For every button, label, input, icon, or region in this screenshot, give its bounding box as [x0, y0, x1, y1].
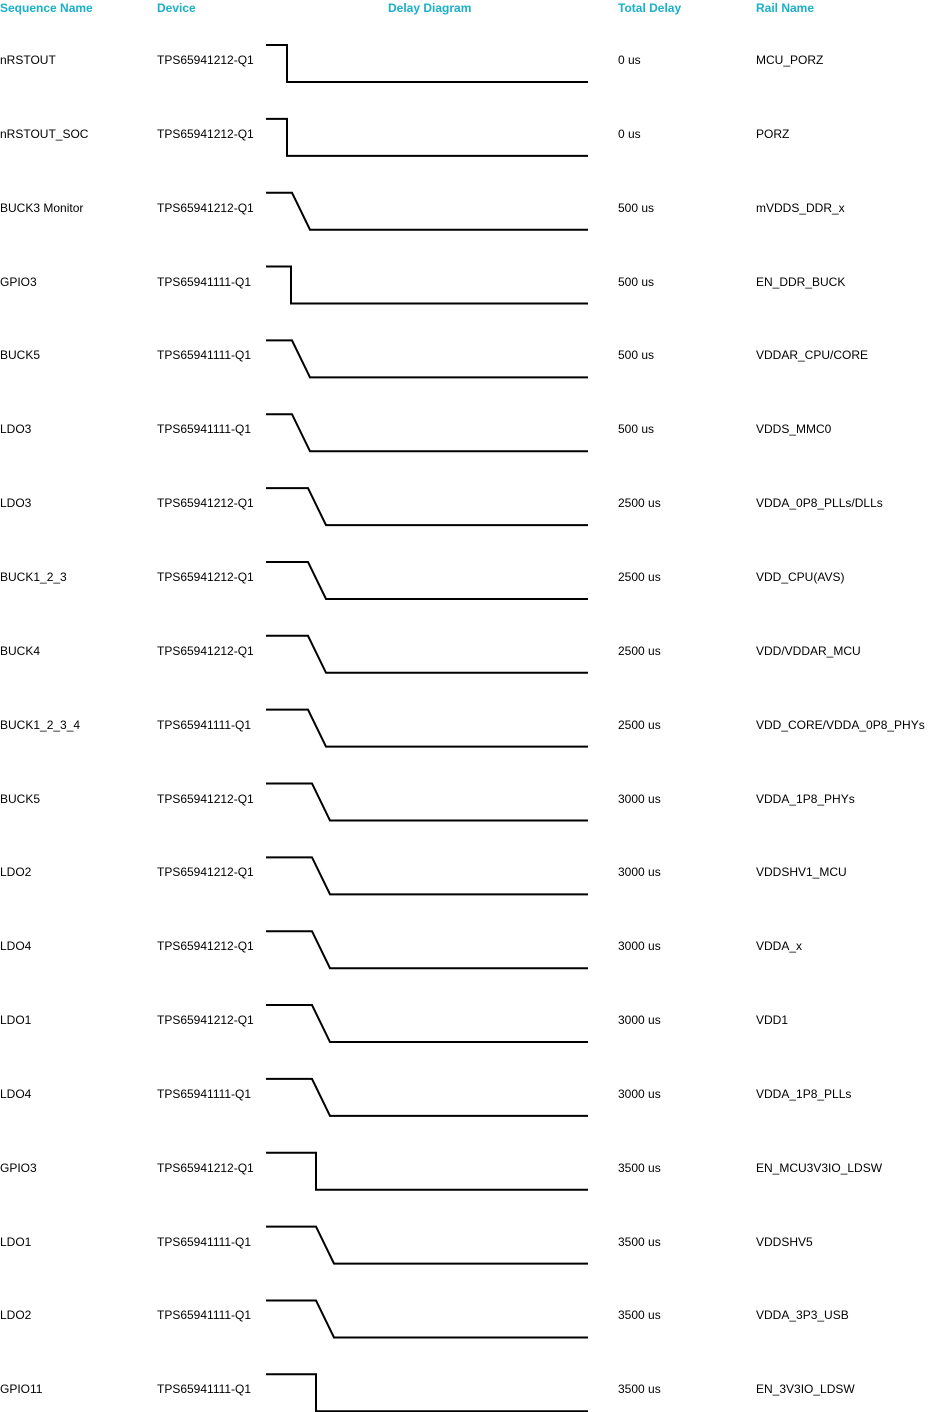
waveform-4 — [266, 340, 588, 377]
device-cell: TPS65941212-Q1 — [157, 791, 254, 806]
device-cell: TPS65941111-Q1 — [157, 1234, 252, 1249]
waveform-14 — [266, 1079, 588, 1116]
waveform-10 — [266, 784, 588, 821]
header-rail-name: Rail Name — [756, 1, 815, 15]
sequence-name-cell: LDO1 — [0, 1013, 32, 1028]
sequence-name-cell: BUCK4 — [0, 643, 41, 658]
waveform-16 — [266, 1227, 588, 1264]
device-cell: TPS65941111-Q1 — [157, 1086, 252, 1101]
sequence-name-cell: BUCK1_2_3 — [0, 569, 67, 584]
total-delay-cell: 3500 us — [618, 1308, 661, 1323]
device-cell: TPS65941212-Q1 — [157, 53, 254, 67]
sequence-name-cell: GPIO3 — [0, 274, 37, 289]
rail-name-cell: VDDA_x — [756, 939, 803, 954]
total-delay-cell: 3000 us — [618, 865, 661, 880]
total-delay-cell: 2500 us — [618, 569, 661, 584]
sequence-name-cell: LDO4 — [0, 939, 32, 954]
rail-name-cell: VDDS_MMC0 — [756, 422, 832, 437]
rail-name-cell: VDDSHV5 — [756, 1234, 813, 1249]
waveform-8 — [266, 636, 588, 673]
total-delay-cell: 3500 us — [618, 1382, 661, 1397]
total-delay-cell: 3000 us — [618, 1086, 661, 1101]
waveform-18 — [266, 1374, 588, 1411]
device-cell: TPS65941111-Q1 — [157, 717, 252, 732]
waveform-15 — [266, 1153, 588, 1190]
sequence-name-cell: LDO2 — [0, 865, 32, 880]
rail-name-cell: VDDA_3P3_USB — [756, 1308, 849, 1323]
header-delay-diagram: Delay Diagram — [388, 1, 472, 15]
total-delay-cell: 500 us — [618, 348, 655, 363]
waveform-17 — [266, 1300, 588, 1337]
device-cell: TPS65941212-Q1 — [157, 200, 254, 215]
device-cell: TPS65941111-Q1 — [157, 348, 252, 363]
rail-name-cell: MCU_PORZ — [756, 53, 824, 67]
sequence-name-cell: LDO3 — [0, 496, 32, 511]
waveform-0 — [266, 45, 588, 82]
total-delay-cell: 500 us — [618, 200, 655, 215]
sequence-name-cell: LDO2 — [0, 1308, 32, 1323]
sequence-name-cell: BUCK3 Monitor — [0, 200, 84, 215]
waveform-3 — [266, 267, 588, 304]
device-cell: TPS65941111-Q1 — [157, 422, 252, 437]
sequence-name-cell: BUCK5 — [0, 791, 41, 806]
waveform-6 — [266, 488, 588, 525]
total-delay-cell: 500 us — [618, 422, 655, 437]
rail-name-cell: VDDSHV1_MCU — [756, 865, 847, 880]
total-delay-cell: 2500 us — [618, 717, 661, 732]
total-delay-cell: 3500 us — [618, 1234, 661, 1249]
device-cell: TPS65941111-Q1 — [157, 1382, 252, 1397]
sequence-name-cell: nRSTOUT_SOC — [0, 126, 89, 141]
sequence-name-cell: BUCK1_2_3_4 — [0, 717, 81, 732]
rail-name-cell: EN_MCU3V3IO_LDSW — [756, 1160, 883, 1175]
device-cell: TPS65941212-Q1 — [157, 1160, 254, 1175]
rail-name-cell: VDD1 — [756, 1013, 789, 1028]
waveform-2 — [266, 193, 588, 230]
sequence-name-cell: LDO3 — [0, 422, 32, 437]
waveform-7 — [266, 562, 588, 599]
total-delay-cell: 3500 us — [618, 1160, 661, 1175]
waveform-9 — [266, 710, 588, 747]
rail-name-cell: VDDA_1P8_PLLs — [756, 1086, 852, 1101]
sequence-name-cell: BUCK5 — [0, 348, 41, 363]
device-cell: TPS65941212-Q1 — [157, 126, 254, 141]
total-delay-cell: 0 us — [618, 126, 641, 141]
device-cell: TPS65941111-Q1 — [157, 274, 252, 289]
device-cell: TPS65941212-Q1 — [157, 569, 254, 584]
sequence-name-cell: nRSTOUT — [0, 53, 56, 67]
rail-name-cell: EN_3V3IO_LDSW — [756, 1382, 855, 1397]
sequence-name-cell: LDO1 — [0, 1234, 32, 1249]
waveform-12 — [266, 931, 588, 968]
waveform-5 — [266, 414, 588, 451]
total-delay-cell: 0 us — [618, 53, 641, 67]
rail-name-cell: VDDAR_CPU/CORE — [756, 348, 869, 363]
rail-name-cell: VDD/VDDAR_MCU — [756, 643, 861, 658]
total-delay-cell: 500 us — [618, 274, 655, 289]
waveform-13 — [266, 1005, 588, 1042]
device-cell: TPS65941212-Q1 — [157, 496, 254, 511]
header-sequence-name: Sequence Name — [0, 1, 93, 15]
device-cell: TPS65941212-Q1 — [157, 1013, 254, 1028]
sequence-name-cell: GPIO11 — [0, 1382, 43, 1397]
rail-name-cell: PORZ — [756, 126, 790, 141]
rail-name-cell: VDDA_1P8_PHYs — [756, 791, 855, 806]
sequence-name-cell: LDO4 — [0, 1086, 32, 1101]
rail-name-cell: VDD_CORE/VDDA_0P8_PHYs — [756, 717, 925, 732]
waveform-11 — [266, 857, 588, 894]
total-delay-cell: 2500 us — [618, 643, 661, 658]
header-device: Device — [157, 1, 196, 15]
total-delay-cell: 2500 us — [618, 496, 661, 511]
rail-name-cell: EN_DDR_BUCK — [756, 274, 846, 289]
device-cell: TPS65941111-Q1 — [157, 1308, 252, 1323]
header-total-delay: Total Delay — [618, 1, 682, 15]
device-cell: TPS65941212-Q1 — [157, 865, 254, 880]
total-delay-cell: 3000 us — [618, 1013, 661, 1028]
total-delay-cell: 3000 us — [618, 939, 661, 954]
rail-name-cell: VDD_CPU(AVS) — [756, 569, 845, 584]
rail-name-cell: VDDA_0P8_PLLs/DLLs — [756, 496, 883, 511]
device-cell: TPS65941212-Q1 — [157, 939, 254, 954]
total-delay-cell: 3000 us — [618, 791, 661, 806]
device-cell: TPS65941212-Q1 — [157, 643, 254, 658]
sequence-name-cell: GPIO3 — [0, 1160, 37, 1175]
waveform-1 — [266, 119, 588, 156]
rail-name-cell: mVDDS_DDR_x — [756, 200, 845, 215]
